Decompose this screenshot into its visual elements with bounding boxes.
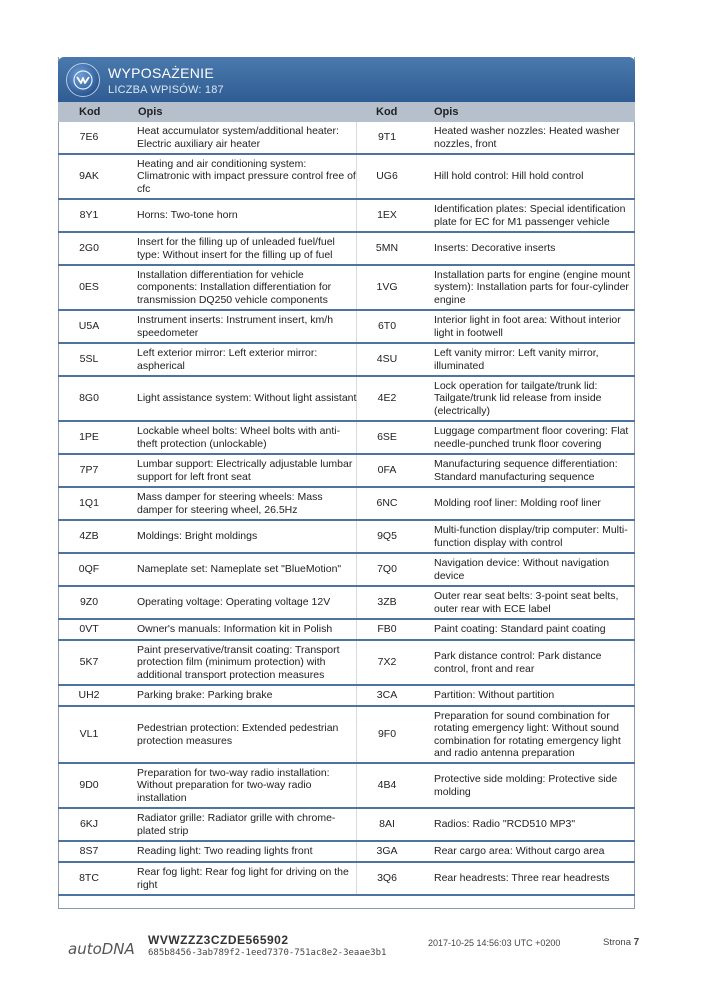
table-row [58,122,635,155]
table-row [58,155,635,200]
description-right: Radios: Radio "RCD510 MP3" [434,818,576,831]
description-left: Moldings: Bright moldings [137,530,258,543]
code-right: 3CA [376,689,398,702]
code-right: 5MN [375,242,399,255]
description-right: Installation parts for engine (engine mount system): Installation parts for four-cylinder engine [434,268,631,306]
table-header [58,102,635,122]
description-left: Insert for the filling up of unleaded fuel/fuel type: Without insert for the filling up of fuel [137,236,335,261]
header-opis-right: Opis [434,106,459,118]
code-right: 3ZB [377,596,397,609]
description-right: Inserts: Decorative inserts [434,242,556,255]
description-left: Mass damper for steering wheels: Mass damper for steering wheel, 26.5Hz [137,491,323,516]
code-left: 6KJ [79,818,99,831]
table-row [58,620,635,641]
brand-logo: autoDNA [68,940,135,958]
code-left: 9AK [79,170,99,183]
globe-logo-icon [66,63,100,97]
description-left: Heat accumulator system/additional heater: Electric auxiliary air heater [137,125,339,150]
description-right: Molding roof liner: Molding roof liner [434,497,601,510]
code-left: 0QF [78,563,100,576]
code-right: 4SU [376,353,398,366]
table-row [58,641,635,686]
table-row [58,266,635,311]
table-row [58,311,635,344]
code-right: UG6 [376,170,398,183]
code-right: 9Q5 [377,530,397,543]
code-right: 3GA [376,845,398,858]
description-left: Operating voltage: Operating voltage 12V [137,596,331,609]
code-left: U5A [78,320,100,333]
description-left: Lumbar support: Electrically adjustable lumbar support for left front seat [137,458,353,483]
entry-count: LICZBA WPISÓW: 187 [108,84,224,96]
description-left: Installation differentiation for vehicle components: Installation differentiation for transmission DQ250 vehicle components [137,268,332,306]
description-left: Heating and air conditioning system: Climatronic with impact pressure control free of cfc [137,157,356,195]
table-row [58,200,635,233]
page-label: Strona [603,937,631,948]
code-right: 7X2 [377,656,397,669]
description-right: Identification plates: Special identification plate for EC for M1 passenger vehicle [434,203,626,228]
code-right: FB0 [377,623,397,636]
code-left: 0VT [79,623,99,636]
table-row [58,686,635,707]
code-left: 8TC [79,872,99,885]
vin-number: WVWZZZ3CZDE565902 [148,933,289,947]
description-left: Owner's manuals: Information kit in Polish [137,623,333,636]
section-title: WYPOSAŻENIE [108,65,214,81]
description-left: Reading light: Two reading lights front [137,845,313,858]
code-left: 8Y1 [79,209,99,222]
code-right: 0FA [377,464,397,477]
code-right: 7Q0 [377,563,397,576]
equipment-table [58,122,635,896]
report-datetime: 2017-10-25 14:56:03 UTC +0200 [428,938,561,948]
code-left: 1Q1 [79,497,99,510]
description-left: Parking brake: Parking brake [137,689,273,702]
code-right: 1VG [376,281,398,294]
description-right: Preparation for sound combination for rotating emergency light: Without sound combination for rotating emergency light and radio antenna preparation [434,709,621,759]
description-right: Outer rear seat belts: 3-point seat belts, outer rear with ECE label [434,590,619,615]
code-right: 3Q6 [377,872,397,885]
code-left: 0ES [79,281,99,294]
table-row [58,488,635,521]
table-row [58,764,635,809]
description-right: Navigation device: Without navigation device [434,557,610,582]
table-row [58,455,635,488]
code-right: 9T1 [377,131,397,144]
table-row [58,842,635,863]
code-right: 1EX [377,209,397,222]
description-right: Multi-function display/trip computer: Multi-function display with control [434,524,628,549]
table-row [58,233,635,266]
code-left: 9D0 [79,779,99,792]
code-left: 5K7 [79,656,99,669]
code-left: 8G0 [79,392,99,405]
table-row [58,422,635,455]
code-left: 7E6 [79,131,99,144]
description-right: Lock operation for tailgate/trunk lid: Tailgate/trunk lid release from inside (electrically) [434,379,602,417]
code-left: 4ZB [79,530,99,543]
code-left: VL1 [79,728,99,741]
description-left: Lockable wheel bolts: Wheel bolts with anti-theft protection (unlockable) [137,425,341,450]
page-number: 7 [633,937,640,948]
description-right: Park distance control: Park distance control, front and rear [434,650,602,675]
section-banner [58,57,635,102]
code-right: 6NC [376,497,398,510]
code-right: 6SE [377,431,397,444]
code-right: 4E2 [377,392,397,405]
description-right: Protective side molding: Protective side molding [434,773,618,798]
description-right: Partition: Without partition [434,689,555,702]
description-right: Rear headrests: Three rear headrests [434,872,610,885]
code-left: 2G0 [79,242,99,255]
header-opis-left: Opis [138,106,163,118]
description-right: Rear cargo area: Without cargo area [434,845,605,858]
code-left: UH2 [78,689,100,702]
code-right: 4B4 [377,779,397,792]
code-left: 9Z0 [79,596,99,609]
description-left: Instrument inserts: Instrument insert, km/h speedometer [137,314,334,339]
description-left: Preparation for two-way radio installation: Without preparation for two-way radio installation [137,766,330,804]
table-row [58,587,635,620]
description-left: Paint preservative/transit coating: Transport protection film (minimum protection) with additional transport protection measures [137,643,340,681]
table-row [58,377,635,422]
code-right: 6T0 [377,320,397,333]
table-row [58,707,635,764]
description-left: Pedestrian protection: Extended pedestrian protection measures [137,722,339,747]
description-right: Left vanity mirror: Left vanity mirror, illuminated [434,347,599,372]
code-right: 9F0 [377,728,397,741]
description-right: Heated washer nozzles: Heated washer nozzles, front [434,125,620,150]
table-row [58,863,635,896]
description-right: Manufacturing sequence differentiation: Standard manufacturing sequence [434,458,618,483]
description-right: Interior light in foot area: Without interior light in footwell [434,314,621,339]
header-kod-left: Kod [79,106,101,118]
description-left: Rear fog light: Rear fog light for driving on the right [137,866,349,891]
code-right: 8AI [379,818,395,831]
code-left: 8S7 [79,845,99,858]
description-left: Radiator grille: Radiator grille with chrome-plated strip [137,812,336,837]
description-right: Hill hold control: Hill hold control [434,170,584,183]
table-row [58,344,635,377]
description-left: Light assistance system: Without light assistant [137,392,357,405]
table-row [58,521,635,554]
page-indicator [603,937,639,948]
code-left: 7P7 [79,464,99,477]
description-left: Horns: Two-tone horn [137,209,238,222]
description-right: Paint coating: Standard paint coating [434,623,606,636]
description-left: Nameplate set: Nameplate set "BlueMotion" [137,563,342,576]
code-left: 1PE [79,431,99,444]
description-left: Left exterior mirror: Left exterior mirror: aspherical [137,347,318,372]
table-row [58,554,635,587]
description-right: Luggage compartment floor covering: Flat needle-punched trunk floor covering [434,425,629,450]
report-hash: 685b8456-3ab789f2-1eed7370-751ac8e2-3eaae3b1 [148,948,387,958]
code-left: 5SL [79,353,99,366]
table-row [58,809,635,842]
header-kod-right: Kod [376,106,398,118]
